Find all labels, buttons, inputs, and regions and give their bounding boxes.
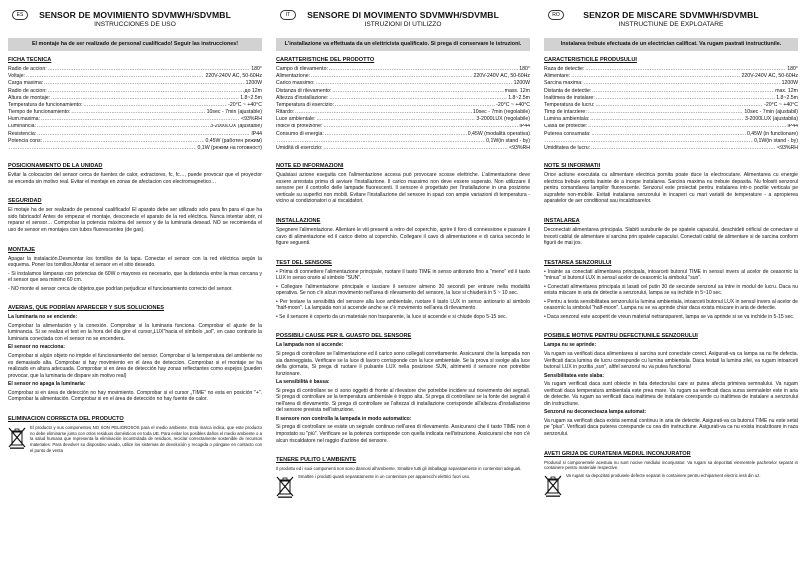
section-heading: INSTALAREA xyxy=(544,217,580,224)
spec-value: 0,1W(in stand - by) xyxy=(486,137,530,144)
spec-label: Lumina ambientala: xyxy=(544,116,590,123)
spec-heading: CARACTERISTICILE PRODUSULUI xyxy=(544,57,637,63)
weee-heading: TENERE PULITO L'AMBIENTE xyxy=(276,457,357,464)
dot-leader xyxy=(329,66,518,73)
spec-label: Tiempo de funcionamiento: xyxy=(8,109,71,116)
section-heading: POSIBILE MOTIVE PENTRU DEFECTIUNILE SENZORULUI xyxy=(544,333,698,340)
subheading: El sensor no reacciona: xyxy=(8,344,65,351)
weee-text: El producto y sus componentes NO SON PELIGROSOS para el medio ambiente. Esta marca indica, que este producto no debe eliminarse junto con otros residuos domésticos en toda UE. Para evitar los posibles daños el medio ambiente o a la salud humana que representa la eliminación incontrolada de residuos, reciclar correctamente sostenible de recursos materiales. Para devolver su dispositivo usado, utilice los sistemas de devolución y recogida o póngase en contacto con el punto de venta xyxy=(30,424,262,454)
paragraph: Evitar la colocacion del sensor cerca de fuentes de calor, extractores, fc, fc…, puede provocar que el proyector se encenda sin motivo real. Evitar el montaje en zonas de afectacion con electromagnetico… xyxy=(8,172,262,185)
crossed-bin-icon xyxy=(8,427,26,449)
paragraph: Spegnere l'alimentazione. Allentare le viti presenti a retro del coperchio, aprire il foro di connessione e passare il cavo di alimentazione ed il carico dietro al coperchio. Collegare il cavo di alimentazione e di carica secondo le figure seguenti. xyxy=(276,226,530,247)
spec-value: 220V-240V AC, 50-60Hz xyxy=(473,73,530,80)
spec-row xyxy=(8,138,262,145)
section-heading: AVERIAS, QUE PODRÍAN APARECER Y SUS SOLUCIONES xyxy=(8,305,165,312)
dot-leader xyxy=(592,88,774,95)
spec-label: Consumo di energia: xyxy=(276,130,324,137)
dot-leader xyxy=(585,66,786,73)
dot-leader xyxy=(335,102,495,109)
dot-leader xyxy=(316,80,513,87)
spec-value: IP44 xyxy=(519,123,530,130)
dot-leader xyxy=(591,131,746,138)
spec-label: Alimentazione: xyxy=(276,73,311,80)
spec-value: 0,1W(in stand - by) xyxy=(754,137,798,144)
dot-leader xyxy=(26,73,204,80)
crossed-bin-icon xyxy=(544,475,562,497)
page-title: SENSOR DE MOVIMIENTO SDVMWH/SDVMBL xyxy=(39,10,231,20)
spec-label: Carico massimo: xyxy=(276,80,315,87)
section-heading: NOTE ED INFORMAZIONI xyxy=(276,163,344,170)
language-badge: ES xyxy=(12,10,28,20)
spec-row xyxy=(8,80,262,87)
spec-label: Campo di rilevamento: xyxy=(276,66,328,72)
spec-row xyxy=(544,138,798,145)
spec-value: -20°C ~ +40°C xyxy=(496,101,530,108)
header xyxy=(276,6,530,34)
spec-label: Inaltimea de instalare: xyxy=(544,94,595,101)
spec-value: 0,45W (modalità operativa) xyxy=(467,130,530,137)
column-it xyxy=(272,0,534,571)
section-heading: MONTAJE xyxy=(8,246,35,253)
dot-leader xyxy=(48,66,251,73)
paragraph: • Se il sensore è coperto da un materiale non trasparente, la luce si accende e si chiude dopo 5-15 sec. xyxy=(276,313,507,320)
paragraph: Apagar la instalación.Desmontar los tornillos de la tapa. Conectar el sensor con la red eléctrica según la esquema. Poner los tornillos.Montar el sensor en el sitio deseado. xyxy=(8,255,262,269)
spec-label: Altezza d'installazione: xyxy=(276,94,329,101)
dot-leader xyxy=(595,102,763,109)
section-heading: TESTAREA SENZORULUI xyxy=(544,259,612,266)
warning-banner: Instalarea trebuie efectuata de un electrician calificat. Va rugam pastrati instructiunile. xyxy=(544,38,798,51)
sections xyxy=(276,163,530,452)
spec-value: 1200W xyxy=(781,80,798,87)
spec-value: 1.8~2.5m xyxy=(240,94,262,101)
weee-text: Smaltire i prodotti quasti separatamente in un contenitore per apparecchi elettrici fuori uso. xyxy=(298,473,471,479)
spec-value: 10sec - 7min (ajustabil) xyxy=(744,109,798,116)
column-ro xyxy=(540,0,802,571)
spec-label: Puterea consumata: xyxy=(544,130,591,137)
spec-label: Raza de detectie: xyxy=(544,66,585,72)
spec-row xyxy=(8,116,262,123)
spec-row xyxy=(544,73,798,80)
dot-leader xyxy=(83,102,227,109)
spec-label: Luminancia: xyxy=(8,123,36,130)
language-badge: RO xyxy=(548,10,564,20)
spec-label: Alimentare: xyxy=(544,73,571,80)
sections xyxy=(544,163,798,445)
spec-value: 3-2000LUX (ajustable) xyxy=(210,123,262,130)
paragraph: Si prega di controllare se ci sono oggetti di fronte al rilevatore che potrebbe incidere sul ricevimento dei segnali. Si prega di controllare se la temperatura ambientale è troppo alta. Si prega di controllare se la fonte dei segnali è nell'area di rilevamento. Si prega di controllare se l'altezza di installazione corrisponde all'altezza d'installazione del sensore prevista nell'istruzione. xyxy=(276,387,530,414)
spec-label: Distanta de detectie: xyxy=(544,87,592,94)
spec-value: до 12m xyxy=(244,87,262,94)
spec-row xyxy=(276,131,530,138)
section-heading: POSICIONAMIENTO DE LA UNIDAD xyxy=(8,163,103,170)
spec-value: 220V-240V AC, 50-60Hz xyxy=(205,73,262,80)
spec-label: Radio de accion: xyxy=(8,87,47,94)
spec-value: 1.8~2.5m xyxy=(776,94,798,101)
spec-label: Temperatura de lucru: xyxy=(544,101,595,108)
paragraph: • Inainte sa conectati alimentarea principala, intoarceti butonul TIME in sensul invers al acelor de ceasornic la "minus" si butonul LUX in sensul acelor de ceasornic la simbolul "sun". xyxy=(544,268,798,282)
spec-row xyxy=(544,131,798,138)
spec-value: 1200W xyxy=(245,80,262,87)
paragraph: • Collegare l'alimentazione principale e lasciare il sensore almeno 30 secondi per entrare nella modalità operativa. Se non c'è alcun movimento nell'area di rilevamento del sensore, la luce si chiuderà in 5 ~ 10 sec. xyxy=(276,283,530,297)
page-subtitle: ISTRUZIONI DI UTILIZZO xyxy=(364,21,442,28)
section-heading: NOTE SI INFORMATII xyxy=(544,163,601,170)
paragraph: Qualsiasi azione eseguita con l'alimentazione accesa può provocare scosse elettriche. L'alimentazione deve essere arrestata prima di avviare l'installazione. Il carico massimo non deve essere superato. Non utilizzare il sensore per il controllo delle lampade fluorescenti. Il sensore è progettato per l'installazione in una posizione verticale su superfici non mobili. Evitare l'installazione del sensore in spazi con ampie variazioni di temperatura - vicino ai condizionatori o ai riscaldatori. xyxy=(276,172,530,205)
dot-leader xyxy=(584,80,781,87)
spec-value: 180° xyxy=(251,66,262,72)
spec-row xyxy=(276,80,530,87)
sections xyxy=(8,163,262,411)
dot-leader xyxy=(317,116,476,123)
spec-value: 3-2000LUX (ajustabila) xyxy=(744,116,798,123)
spec-value: 0,45W (работен режим) xyxy=(205,137,262,144)
dot-leader xyxy=(295,109,472,116)
dot-leader xyxy=(588,109,744,116)
spec-row xyxy=(276,124,530,131)
spec-value: 180° xyxy=(787,66,798,72)
spec-row xyxy=(276,109,530,116)
spec-row xyxy=(544,124,798,131)
dot-leader xyxy=(591,145,776,152)
dot-leader xyxy=(277,138,485,145)
dot-leader xyxy=(571,73,740,80)
spec-row xyxy=(276,95,530,102)
spec-label: Clasa de protectie: xyxy=(544,123,588,130)
page-title: SENSORE DI MOVIMENTO SDVMWH/SDVMBL xyxy=(307,10,499,20)
paragraph: Comprobar si en área de detección no hay movimiento. Comprobar si el cursor „TIME" no esta en posición "+". Comprobar la alimentación. Comprobar si en el área de detección no hay fuente de calor. xyxy=(8,389,262,403)
spec-label: Temperatura di esercizio: xyxy=(276,101,334,108)
paragraph: Deconectati alimentarea principala. Slabiti suruburile de pe spatele capacului, deschideti orificiul de conectare si treceti cablul de alimentare si sarcina prin spatele capacului. Conectati cablul de alimentare si de sarcina conform figurii de mai jos. xyxy=(544,226,798,247)
subheading: La lampada non si accende: xyxy=(276,342,344,349)
spec-label: Resistencia: xyxy=(8,130,37,137)
weee-pre-text: Produsul si componentele acestuia nu sunt nocive mediului inconjurator. Va rugam sa depozitati elementele pachetelor separat in containere pentru materiale respective. xyxy=(544,459,798,471)
paragraph: Comprobar si algún objeto no impide el funcionamiento del sensor. Comprobar si la temperatura del ambiente no es demasiado alta. Comprobar si hay movimiento en el área de deteccion. Comprobar si el montaje se ha realizado en altura adecuada. Comprobar si en área de detección hay zonas reflectantes como espejos (pueden provocar, que la luminaria de dispare sin motivo real) xyxy=(8,353,262,379)
spec-row xyxy=(276,145,530,152)
section-heading: INSTALLAZIONE xyxy=(276,217,321,224)
paragraph: - NO monte el sensor cerca de objetos,que podrían perjudicar el funcionamiento correcto del sensor. xyxy=(8,285,233,292)
spec-value: <93%RH xyxy=(777,145,798,152)
spec-row xyxy=(8,73,262,80)
weee-block xyxy=(8,425,262,454)
paragraph: • Prima di connettere l'alimentazione principale, ruotare il tasto TIME in senso antiorario fino a "meno" ed il tasto LUX in senso orario al simbolo "SUN". xyxy=(276,268,530,282)
spec-row xyxy=(276,116,530,123)
spec-row xyxy=(544,80,798,87)
spec-label: Potencia cons: xyxy=(8,137,43,144)
dot-leader xyxy=(323,145,508,152)
spec-label: Temperatura de funcionamiento: xyxy=(8,101,83,108)
paragraph: • Daca senzorul este acoperit de vreun material netransparent, lampa se va aprinde si se va inchide in 5-15 sec. xyxy=(544,313,795,320)
spec-row xyxy=(544,116,798,123)
dot-leader xyxy=(48,88,244,95)
dot-leader xyxy=(323,124,518,131)
spec-label: Luce ambientale: xyxy=(276,116,316,123)
subheading: Senzorul nu deconecteaza lampa automat: xyxy=(544,409,647,416)
subheading: La sensibilità è bassa: xyxy=(276,379,330,386)
spec-value: 0,45W (in functionare) xyxy=(746,130,798,137)
page-subtitle: INSTRUCTIUNE DE EXPLOATARE xyxy=(618,21,724,28)
spec-label: Carga maxima: xyxy=(8,80,44,87)
dot-leader xyxy=(37,131,250,138)
paragraph: • Conectati alimentarea principala si lasati cel putin 30 de secunde senzorul sa intre in modul de lucru. Daca nu exista miscare in aria de detectie a senzorului, lampa se va inchide in 5~10 sec. xyxy=(544,283,798,297)
section-heading: SEGURIDAD xyxy=(8,198,42,205)
spec-value: 220V-240V AC, 50-60Hz xyxy=(741,73,798,80)
spec-row xyxy=(8,66,262,73)
spec-label: Altura de montaje: xyxy=(8,94,51,101)
spec-list xyxy=(276,66,530,152)
spec-row xyxy=(276,88,530,95)
spec-row xyxy=(276,102,530,109)
crossed-bin-icon xyxy=(276,476,294,498)
dot-leader xyxy=(329,95,507,102)
dot-leader xyxy=(71,109,205,116)
spec-value: IP44 xyxy=(787,123,798,130)
spec-list xyxy=(544,66,798,152)
dot-leader xyxy=(9,145,196,152)
paragraph: Comprobar la alimentación y la conexión. Comprobar si la luminaria funciona. Comprobar el ajuste de la luminancia. Si se realiza el test en la hora del día gire el cursor„LUX"hacia el símbolo „sol", en caso contrario la luminaria conectada con el sensor no se encendera. xyxy=(8,322,262,342)
dot-leader xyxy=(590,116,744,123)
subheading: Lampa nu se aprinde: xyxy=(544,342,597,349)
dot-leader xyxy=(545,138,753,145)
spec-value: -20°C ~ +40°C xyxy=(228,101,262,108)
warning-banner: El montaje ha de ser realizado de personal cualificado! Seguir las instrucciones! xyxy=(8,38,262,51)
subheading: Il sensore non controlla la lampada in modo automatico: xyxy=(276,415,412,422)
spec-value: 0,1W (режим на готовност) xyxy=(197,145,262,152)
spec-heading: FICHA TECNICA xyxy=(8,57,52,63)
spec-row xyxy=(544,66,798,73)
paragraph: Orice actiune executata cu alimentare electrica pornita poate duce la electrocutare. Alimentarea cu energie electrica trebuie oprita inainte de a incepe instalarea. Sarcina maxima nu trebuie depasita. Nu folositi senzorul pentru comandarea lampilor fluorescente. Senzorul este proiectat pentru instalarea intr-o pozitie verticala pe suprafete non-mobile. Evitati instalarea senzorului in incaperi cu mari variatii de temperature - a apropierea aparatelor de aer conditionat sau incalzitoarelor. xyxy=(544,172,798,205)
paragraph: El motaje ha de ser realizado de personal cualificado! El aparato debe ser utilizado solo para fin para el que ha sido fabricado! Antes de empezar el montaje, desconecte el aparato de la red eléctrica. Nunca intentar abrir, ni reparar el sensor… Comprobar la potencia máxima del sensor y de la luminaria desead. NO se recomienda el uso de sensor en montajes con tubos fluorescentes (de gas). xyxy=(8,207,262,233)
spec-value: 1200W xyxy=(513,80,530,87)
spec-label: Sarcina maxima: xyxy=(544,80,583,87)
spec-row xyxy=(8,95,262,102)
spec-label: Hum.maxima: xyxy=(8,116,40,123)
section-heading: POSSIBILI CAUSE PER IL GUASTO DEL SENSORE xyxy=(276,333,412,340)
spec-label: Indice di protezione: xyxy=(276,123,323,130)
subheading: Sensibilitatea este slaba: xyxy=(544,372,605,379)
spec-value: 10sec - 7min (ajustable) xyxy=(206,109,262,116)
dot-leader xyxy=(325,131,467,138)
spec-row xyxy=(8,131,262,138)
paragraph: • Per testare la sensibilità del sensore alla luce ambientale, ruotare il tasto LUX in senso antiorario al simbolo "half-moon". La lampada non si accende anche se c'è movimento nell'area di rilevamento. xyxy=(276,298,530,312)
header xyxy=(8,6,262,34)
spec-row xyxy=(544,95,798,102)
spec-value: 10sec - 7min (regolabile) xyxy=(472,109,530,116)
paragraph: • Pentru a testa sensibilitatea senzorului la lumina ambientala, intoarceti butonul LUX in sensul invers al acelor de ceasornic la simbolul "half-moon". Lampa nu se va aprinde chiar daca exista miscare in aria de detectie. xyxy=(544,298,798,312)
spec-value: 180° xyxy=(519,66,530,72)
spec-value: 1.8~2.5m xyxy=(508,94,530,101)
dot-leader xyxy=(588,124,786,131)
spec-label: Voltaje: xyxy=(8,73,26,80)
spec-label: Radio de accion: xyxy=(8,66,47,72)
spec-value: <93%RH xyxy=(241,116,262,123)
spec-row xyxy=(8,109,262,116)
paragraph: Si prega di controllare se esiste un segnale continuo nell'area di rilevamento. Assicurarsi che il tasto TIME non è impostato su "più". Verificare se la potenza corrisponde con quella indicata nell'istruzione. Assicurarsi che non c'è alcun riscaldatore nel raggio d'azione del sensore. xyxy=(276,424,530,444)
paragraph: Va rugam sa verificati daca exista semnal continuu in aria de detectie. Asigurati-va ca butonul TIME nu este setat pe "plus". Verificati daca puterea corespunde cu cea din instructiune. Asigurati-va ca nu exista incalzitoare in raza senzorului. xyxy=(544,417,798,438)
spec-value: mass. 12m xyxy=(504,87,530,94)
dot-leader xyxy=(596,95,775,102)
weee-heading: AVETI GRIJA DE CURATENIA MEDIUL INCONJURATOR xyxy=(544,450,691,457)
spec-row xyxy=(544,102,798,109)
column-es xyxy=(4,0,266,571)
spec-value: max. 12m xyxy=(775,87,798,94)
spec-value: IP44 xyxy=(251,130,262,137)
weee-heading: ELIMINACION CORRECTA DEL PRODUCTO xyxy=(8,415,124,422)
spec-value: -20°C ~ +40°C xyxy=(764,101,798,108)
spec-row xyxy=(544,145,798,152)
weee-block xyxy=(544,473,798,497)
dot-leader xyxy=(332,88,503,95)
dot-leader xyxy=(43,138,204,145)
header xyxy=(544,6,798,34)
spec-list xyxy=(8,66,262,152)
paragraph: Va rugam sa verificati daca alimentarea si sarcina sunt conectate corect. Asigurati-va ca lampa sa nu fie defecta. Verificati daca lumina de lucru corespunde cu lumina ambientala. Daca testati la lumina zilei, va rugam intoarceti butonul LUX in pozitia „sun", altfel senzorul nu va putea functiona! xyxy=(544,351,798,371)
spec-row xyxy=(8,145,262,152)
subheading: El sensor no apaga la luminaria: xyxy=(8,381,86,388)
dot-leader xyxy=(311,73,472,80)
spec-heading: CARATTERISTICHE DEL PRODOTTO xyxy=(276,57,375,63)
spec-label: Timp de intarziere: xyxy=(544,109,587,116)
subheading: La luminaria no se enciende: xyxy=(8,314,78,321)
spec-value: <93%RH xyxy=(509,145,530,152)
spec-label: Umiditatea de lucru: xyxy=(544,145,591,152)
spec-row xyxy=(276,66,530,73)
spec-label: Umidità di esercizio: xyxy=(276,145,323,152)
weee-block xyxy=(276,474,530,498)
weee-text: Va rugam sa depozitati produsele defecte separat in containere pentru echipament electric iesit din uz. xyxy=(566,473,761,479)
page-title: SENZOR DE MISCARE SDVMWH/SDVMBL xyxy=(583,10,759,20)
page-subtitle: INSTRUCCIONES DE USO xyxy=(94,21,176,28)
weee-pre-text: Il prodotto ed i suoi componenti non sono dannosi all'ambiente. Smaltire tutti gli imballaggi separatamente in contenitori adeguati. xyxy=(276,466,522,472)
spec-row xyxy=(8,124,262,131)
dot-leader xyxy=(44,80,244,87)
spec-row xyxy=(276,138,530,145)
dot-leader xyxy=(37,124,209,131)
spec-value: 3-2000LUX (regolabile) xyxy=(476,116,530,123)
paragraph: Va rugam verificati daca sunt obiecte in fata detectorului care ar putea afecta primirea semnalului. Va rugam verificati daca temperatura ambientala este prea mare. Va rugam sa verificati daca sursa semnalelor este in aria de detectie. Va rugam sa verificati daca inaltimea de instalare corespunde cu inaltimea de instalare a senzorului din instructiune. xyxy=(544,381,798,407)
spec-row xyxy=(544,88,798,95)
spec-row xyxy=(544,109,798,116)
dot-leader xyxy=(41,116,240,123)
warning-banner: L'installazione va effettuata da un elettricista qualificato. Si prega di conservare le istruzioni. xyxy=(276,38,530,51)
spec-label: Distanza di rilevamento: xyxy=(276,87,332,94)
paragraph: - Si instalamos lámparas con potencias de 60W o mayores es necesario, que la distancia entre la mas cercana y el sensor que sea minimo 60 cm. xyxy=(8,270,262,284)
spec-row xyxy=(8,88,262,95)
spec-row xyxy=(8,102,262,109)
spec-row xyxy=(276,73,530,80)
spec-label: Ritardo: xyxy=(276,109,295,116)
dot-leader xyxy=(51,95,239,102)
language-badge: IT xyxy=(280,10,296,20)
section-heading: TEST DEL SENSORE xyxy=(276,259,332,266)
paragraph: Si prega di controllare se l'alimentazione ed il carico sono collegati correttamente. Assicurarsi che la lampada non sia danneggiata. Verificare se la luce di lavoro corrisponde con la luce ambientale. Se la prova si svolge alla luce della giornata, Si prega di ruotare il pulsante LUX nella posizione SUN, altrimenti il sensore non potrebbe funzionare. xyxy=(276,351,530,377)
